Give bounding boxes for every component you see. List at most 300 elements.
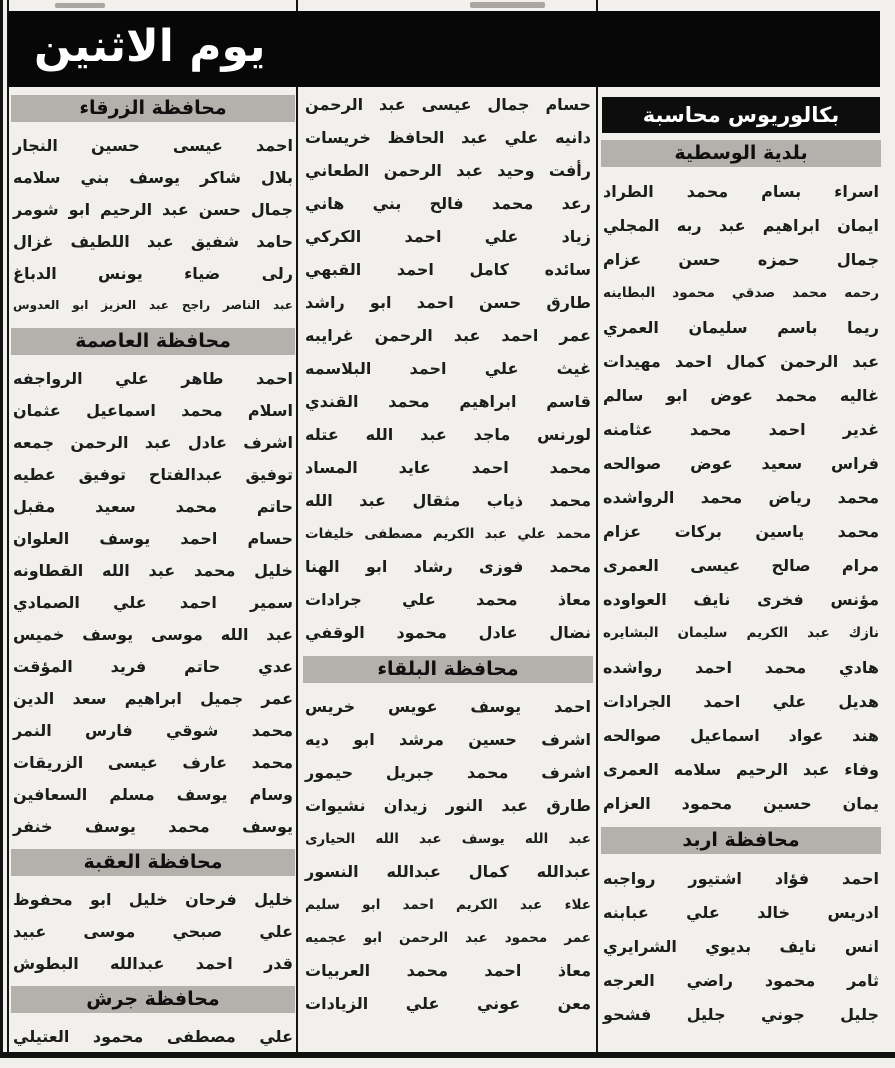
- name-word: عبد: [456, 161, 483, 180]
- name-row: [600, 861, 882, 895]
- name-word: اشرف: [541, 763, 591, 782]
- name-word: ابو: [353, 730, 375, 749]
- name-word: عوني: [476, 994, 521, 1013]
- name-word: بسام: [761, 181, 802, 201]
- name-word: عبدالله: [386, 862, 441, 881]
- day-banner-title: يوم الاثنين: [34, 21, 266, 72]
- name-word: فشحو: [603, 1004, 652, 1024]
- name-word: رعد: [561, 194, 591, 213]
- name-word: رواشده: [603, 657, 663, 677]
- name-word: اسلام: [247, 400, 293, 420]
- name-word: عبيد: [13, 921, 47, 941]
- name-word: مصطفى: [166, 1026, 236, 1046]
- name-word: عبدالله: [110, 953, 165, 973]
- name-row: [600, 616, 882, 650]
- name-row: [10, 129, 296, 161]
- name-word: عويس: [387, 697, 438, 716]
- name-word: سعيد: [761, 453, 803, 473]
- name-row: [302, 187, 594, 220]
- name-word: زيدان: [383, 796, 428, 815]
- name-word: ابو: [363, 929, 382, 946]
- name-word: عبد: [420, 425, 447, 444]
- name-row: [302, 220, 594, 253]
- name-word: الرحيم: [736, 759, 789, 779]
- name-word: رحمه: [844, 285, 879, 301]
- name-word: سعيد: [95, 496, 136, 516]
- name-word: جميل: [200, 688, 244, 708]
- name-word: حاتم: [256, 496, 293, 516]
- name-word: العزام: [603, 793, 651, 813]
- name-row: [600, 582, 882, 616]
- name-word: العلوان: [13, 528, 70, 548]
- name-word: ابو: [362, 896, 381, 913]
- name-word: محفوظ: [13, 889, 73, 909]
- name-word: محمد: [686, 181, 729, 201]
- name-word: كمال: [468, 862, 509, 881]
- name-word: عبد: [484, 525, 508, 542]
- name-word: البلاسمه: [305, 359, 372, 378]
- name-row: [302, 888, 594, 921]
- degree-section-header: بكالوريوس محاسبة: [602, 97, 880, 133]
- name-word: النمر: [13, 720, 52, 740]
- name-row: [10, 650, 296, 682]
- name-word: يوسف: [82, 624, 134, 644]
- name-word: الشرايري: [603, 936, 677, 956]
- name-word: سمير: [250, 592, 293, 612]
- name-word: احمد: [402, 896, 434, 913]
- name-word: الله: [220, 624, 249, 644]
- name-word: محمد: [556, 525, 591, 542]
- name-word: حاتم: [184, 656, 221, 676]
- name-word: عمر: [564, 929, 591, 946]
- name-row: [10, 714, 296, 746]
- name-row: [302, 286, 594, 319]
- name-word: ابو: [72, 298, 89, 312]
- name-word: ادريس: [827, 902, 879, 922]
- name-word: وفاء: [844, 759, 879, 779]
- name-word: احمد: [703, 691, 741, 711]
- name-row: [600, 446, 882, 480]
- name-word: بركات: [674, 521, 722, 541]
- name-word: الطراد: [603, 181, 654, 201]
- name-word: احمد: [842, 868, 879, 888]
- name-word: الوقفي: [305, 623, 365, 642]
- name-row: [600, 718, 882, 752]
- name-word: محمد: [764, 657, 807, 677]
- name-word: عبدالفتاح: [148, 464, 223, 484]
- name-word: محمد: [700, 487, 743, 507]
- name-word: بلال: [260, 167, 293, 187]
- name-word: يونس: [98, 263, 143, 283]
- name-row: [10, 289, 296, 321]
- name-word: الناصر: [223, 298, 261, 312]
- name-word: خالد: [757, 902, 791, 922]
- name-word: اسراء: [834, 181, 879, 201]
- name-word: عبد: [148, 560, 176, 580]
- name-word: عوض: [690, 453, 733, 473]
- name-word: شفيق: [190, 231, 240, 251]
- name-word: ضياء: [184, 263, 221, 283]
- name-word: سليمان: [688, 317, 748, 337]
- name-word: راضي: [686, 970, 733, 990]
- column-middle: [302, 88, 594, 1020]
- name-word: الرواجفه: [13, 368, 83, 388]
- name-word: دانيه: [555, 128, 591, 147]
- name-word: مقبل: [13, 496, 56, 516]
- name-word: راجح: [181, 298, 211, 312]
- name-row: [10, 883, 296, 915]
- name-word: علاء: [564, 896, 591, 913]
- name-row: [10, 161, 296, 193]
- name-word: علي: [517, 525, 546, 542]
- name-word: الهنا: [305, 557, 340, 576]
- column-divider-rule: [596, 0, 598, 1052]
- name-word: ذياب: [486, 491, 524, 510]
- name-row: [302, 987, 594, 1020]
- name-word: الله: [375, 830, 399, 847]
- governorate-section-header: بلدية الوسطية: [601, 140, 881, 167]
- name-word: علي: [484, 227, 519, 246]
- name-word: وسام: [249, 784, 293, 804]
- name-row: [10, 193, 296, 225]
- name-word: عثامنه: [603, 419, 653, 439]
- name-word: جمعه: [13, 432, 55, 452]
- column-divider-rule: [296, 0, 298, 1052]
- name-row: [302, 418, 594, 451]
- name-word: جليل: [686, 1004, 726, 1024]
- name-word: عادل: [187, 432, 227, 452]
- name-word: قاسم: [546, 392, 591, 411]
- name-word: عبد: [718, 215, 746, 235]
- governorate-section-header: محافظة الزرقاء: [11, 95, 295, 122]
- name-word: عطيه: [13, 464, 56, 484]
- day-banner: [8, 11, 880, 87]
- name-word: عبد: [148, 298, 169, 312]
- name-word: حسن: [478, 293, 522, 312]
- name-word: العدوس: [13, 298, 60, 312]
- name-word: خنفر: [13, 816, 53, 836]
- name-word: فرحان: [185, 889, 237, 909]
- name-word: غاليه: [839, 385, 879, 405]
- name-word: عيسى: [421, 95, 472, 114]
- name-word: جوني: [760, 1004, 805, 1024]
- name-word: علي: [405, 994, 440, 1013]
- name-word: جمال: [487, 95, 530, 114]
- name-word: شاكر: [199, 167, 241, 187]
- name-word: احمد: [768, 419, 806, 439]
- column-left: [10, 88, 296, 1052]
- name-row: [302, 154, 594, 187]
- name-word: سليم: [305, 896, 340, 913]
- name-word: عبد: [359, 491, 386, 510]
- cropped-text-remnant: [470, 2, 545, 8]
- name-word: عبد: [852, 351, 879, 371]
- name-word: عجميه: [305, 929, 347, 946]
- name-word: الدين: [13, 688, 55, 708]
- name-word: اسماعيل: [86, 400, 156, 420]
- name-word: يوسف: [470, 697, 522, 716]
- name-word: فالح: [429, 194, 464, 213]
- name-word: عبد: [519, 896, 543, 913]
- name-word: رشاد: [413, 557, 453, 576]
- name-word: محمود: [92, 1026, 144, 1046]
- name-row: [302, 550, 594, 583]
- name-word: محمد: [175, 496, 217, 516]
- name-word: الرحمن: [780, 351, 839, 371]
- name-word: اشرف: [541, 730, 591, 749]
- name-word: غزال: [13, 231, 54, 251]
- name-word: حسين: [90, 135, 140, 155]
- name-word: احمد: [471, 458, 509, 477]
- name-word: ياسين: [755, 521, 805, 541]
- name-word: محمد: [388, 392, 430, 411]
- name-word: خليل: [254, 560, 293, 580]
- name-word: كامل: [469, 260, 509, 279]
- name-word: عبد: [146, 231, 174, 251]
- name-word: موسى: [83, 921, 136, 941]
- name-word: عادل: [478, 623, 518, 642]
- name-row: [10, 915, 296, 947]
- name-word: العمرى: [603, 759, 659, 779]
- name-word: العرجه: [603, 970, 655, 990]
- name-word: اشتيور: [688, 868, 742, 888]
- name-word: توفيق: [78, 464, 127, 484]
- name-word: جبريل: [385, 763, 435, 782]
- name-word: العتيلي: [13, 1026, 70, 1046]
- name-word: حسين: [468, 730, 517, 749]
- name-word: علي: [115, 368, 149, 388]
- name-word: العمرى: [603, 555, 659, 575]
- name-word: احمد: [404, 227, 442, 246]
- name-word: الرحمن: [70, 432, 129, 452]
- name-word: محمود: [681, 793, 733, 813]
- name-word: خليل: [128, 889, 168, 909]
- name-word: محمد: [549, 458, 591, 477]
- name-word: احمد: [256, 135, 293, 155]
- name-word: عبد: [465, 929, 488, 946]
- name-word: عبد: [162, 199, 189, 219]
- name-word: بديوي: [705, 936, 752, 956]
- name-word: انس: [844, 936, 879, 956]
- name-word: عمر: [261, 688, 293, 708]
- name-word: علي: [772, 691, 807, 711]
- name-row: [600, 412, 882, 446]
- name-word: طارق: [546, 293, 591, 312]
- name-word: رلى: [261, 263, 293, 283]
- cropped-text-remnant: [55, 3, 105, 8]
- name-row: [302, 484, 594, 517]
- name-word: معاذ: [557, 590, 591, 609]
- name-word: الرواشده: [603, 487, 675, 507]
- name-word: زياد: [561, 227, 591, 246]
- name-word: ابراهيم: [459, 392, 517, 411]
- name-word: عبدالله: [536, 862, 591, 881]
- name-row: [600, 548, 882, 582]
- name-word: فخرى: [757, 589, 804, 609]
- name-word: النور: [445, 796, 484, 815]
- name-row: [302, 723, 594, 756]
- name-row: [10, 458, 296, 490]
- name-word: محمد: [168, 816, 210, 836]
- name-word: الدباغ: [13, 263, 57, 283]
- name-word: ريما: [847, 317, 879, 337]
- name-word: اشرف: [243, 432, 293, 452]
- name-word: المؤقت: [13, 656, 73, 676]
- name-word: الرحيم: [100, 199, 153, 219]
- name-word: احمد: [694, 657, 732, 677]
- name-word: رواجبه: [603, 868, 656, 888]
- name-word: عبد: [144, 432, 172, 452]
- name-row: [600, 684, 882, 718]
- name-word: ديه: [305, 730, 329, 749]
- name-word: خليل: [254, 889, 293, 909]
- name-word: محمد: [467, 763, 509, 782]
- name-row: [600, 752, 882, 786]
- name-word: عبد: [379, 95, 406, 114]
- name-word: احمد: [409, 359, 447, 378]
- name-word: العربيات: [305, 961, 371, 980]
- name-word: يوسف: [461, 830, 505, 847]
- name-word: الزيادات: [305, 994, 369, 1013]
- name-word: محمد: [181, 400, 223, 420]
- name-row: [600, 310, 882, 344]
- name-word: سعد: [72, 688, 107, 708]
- name-word: مثقال: [412, 491, 461, 510]
- name-word: سلامه: [673, 759, 722, 779]
- name-row: [10, 362, 296, 394]
- name-word: احمد: [484, 961, 522, 980]
- name-word: مرشد: [399, 730, 444, 749]
- name-word: قدر: [264, 953, 293, 973]
- name-word: العزيز: [101, 298, 137, 312]
- name-word: سليمان: [677, 625, 728, 641]
- name-row: [302, 690, 594, 723]
- name-word: طارق: [546, 796, 591, 815]
- name-word: عيسى: [690, 555, 741, 575]
- name-word: القبهي: [305, 260, 362, 279]
- name-word: ابراهيم: [762, 215, 820, 235]
- name-word: راشد: [305, 293, 345, 312]
- name-word: احمد: [396, 260, 434, 279]
- name-row: [302, 583, 594, 616]
- name-word: مؤنس: [830, 589, 879, 609]
- name-word: عبد: [461, 128, 488, 147]
- name-word: الله: [365, 425, 394, 444]
- name-word: محمد: [837, 487, 879, 507]
- name-word: الرحمن: [399, 929, 449, 946]
- name-word: الرحمن: [374, 326, 433, 345]
- name-word: محمود: [672, 285, 715, 301]
- name-word: ربه: [676, 215, 702, 235]
- name-word: هادي: [839, 657, 879, 677]
- name-word: هند: [852, 725, 879, 745]
- name-row: [600, 378, 882, 412]
- name-word: يوسف: [176, 784, 228, 804]
- governorate-section-header: محافظة العقبة: [11, 849, 295, 876]
- name-word: مصطفى: [364, 525, 423, 542]
- name-word: جمال: [250, 199, 293, 219]
- name-word: سلامه: [13, 167, 61, 187]
- name-row: [302, 451, 594, 484]
- name-row: [10, 225, 296, 257]
- name-row: [302, 385, 594, 418]
- name-word: محمد: [193, 560, 236, 580]
- name-word: سائده: [544, 260, 591, 279]
- name-word: شوقي: [165, 720, 219, 740]
- name-row: [600, 276, 882, 310]
- name-row: [302, 789, 594, 822]
- name-word: خليفات: [305, 525, 355, 542]
- name-word: ابو: [68, 199, 91, 219]
- name-word: فراس: [831, 453, 879, 473]
- name-word: علي: [113, 592, 147, 612]
- name-row: [302, 253, 594, 286]
- name-word: الطعاني: [305, 161, 370, 180]
- name-word: حسام: [247, 528, 293, 548]
- name-row: [600, 174, 882, 208]
- name-word: علي: [402, 590, 436, 609]
- name-word: صوالحه: [603, 453, 662, 473]
- name-word: محمود: [764, 970, 816, 990]
- name-word: ايمان: [837, 215, 879, 235]
- name-word: ابو: [365, 557, 388, 576]
- governorate-section-header: محافظة العاصمة: [11, 328, 295, 355]
- name-word: توفيق: [245, 464, 293, 484]
- name-word: احمد: [195, 953, 233, 973]
- name-word: الحافظ: [387, 128, 445, 147]
- name-word: ابراهيم: [124, 688, 182, 708]
- name-row: [302, 921, 594, 954]
- name-word: يوسف: [85, 816, 136, 836]
- name-word: المساد: [305, 458, 358, 477]
- name-word: طاهر: [181, 368, 224, 388]
- name-word: علي: [259, 1026, 293, 1046]
- governorate-section-header: محافظة جرش: [11, 986, 295, 1013]
- name-row: [10, 618, 296, 650]
- name-word: رأفت: [548, 161, 591, 180]
- name-word: بني: [80, 167, 110, 187]
- name-word: خريسات: [305, 128, 371, 147]
- name-word: ابو: [666, 385, 688, 405]
- name-word: العواوده: [603, 589, 667, 609]
- name-word: باسم: [777, 317, 818, 337]
- name-word: احمد: [180, 528, 218, 548]
- name-row: [600, 208, 882, 242]
- name-word: البطوش: [13, 953, 79, 973]
- name-row: [600, 997, 882, 1031]
- name-word: محمد: [251, 720, 293, 740]
- name-word: خريس: [305, 697, 356, 716]
- name-word: الله: [524, 830, 549, 847]
- name-row: [10, 682, 296, 714]
- name-word: صوالحه: [603, 725, 662, 745]
- name-word: علي: [686, 902, 720, 922]
- name-word: حيمور: [305, 763, 354, 782]
- name-word: غيث: [556, 359, 591, 378]
- name-word: جرادات: [305, 590, 362, 609]
- name-row: [10, 257, 296, 289]
- name-word: عتله: [305, 425, 339, 444]
- name-word: محمود: [396, 623, 447, 642]
- name-row: [10, 778, 296, 810]
- name-word: رياض: [768, 487, 812, 507]
- name-word: القندي: [305, 392, 359, 411]
- name-word: السعافين: [13, 784, 88, 804]
- name-word: النجار: [13, 135, 58, 155]
- name-word: البطاينه: [603, 285, 656, 301]
- name-word: حسام: [545, 95, 591, 114]
- name-word: الكريم: [746, 625, 789, 641]
